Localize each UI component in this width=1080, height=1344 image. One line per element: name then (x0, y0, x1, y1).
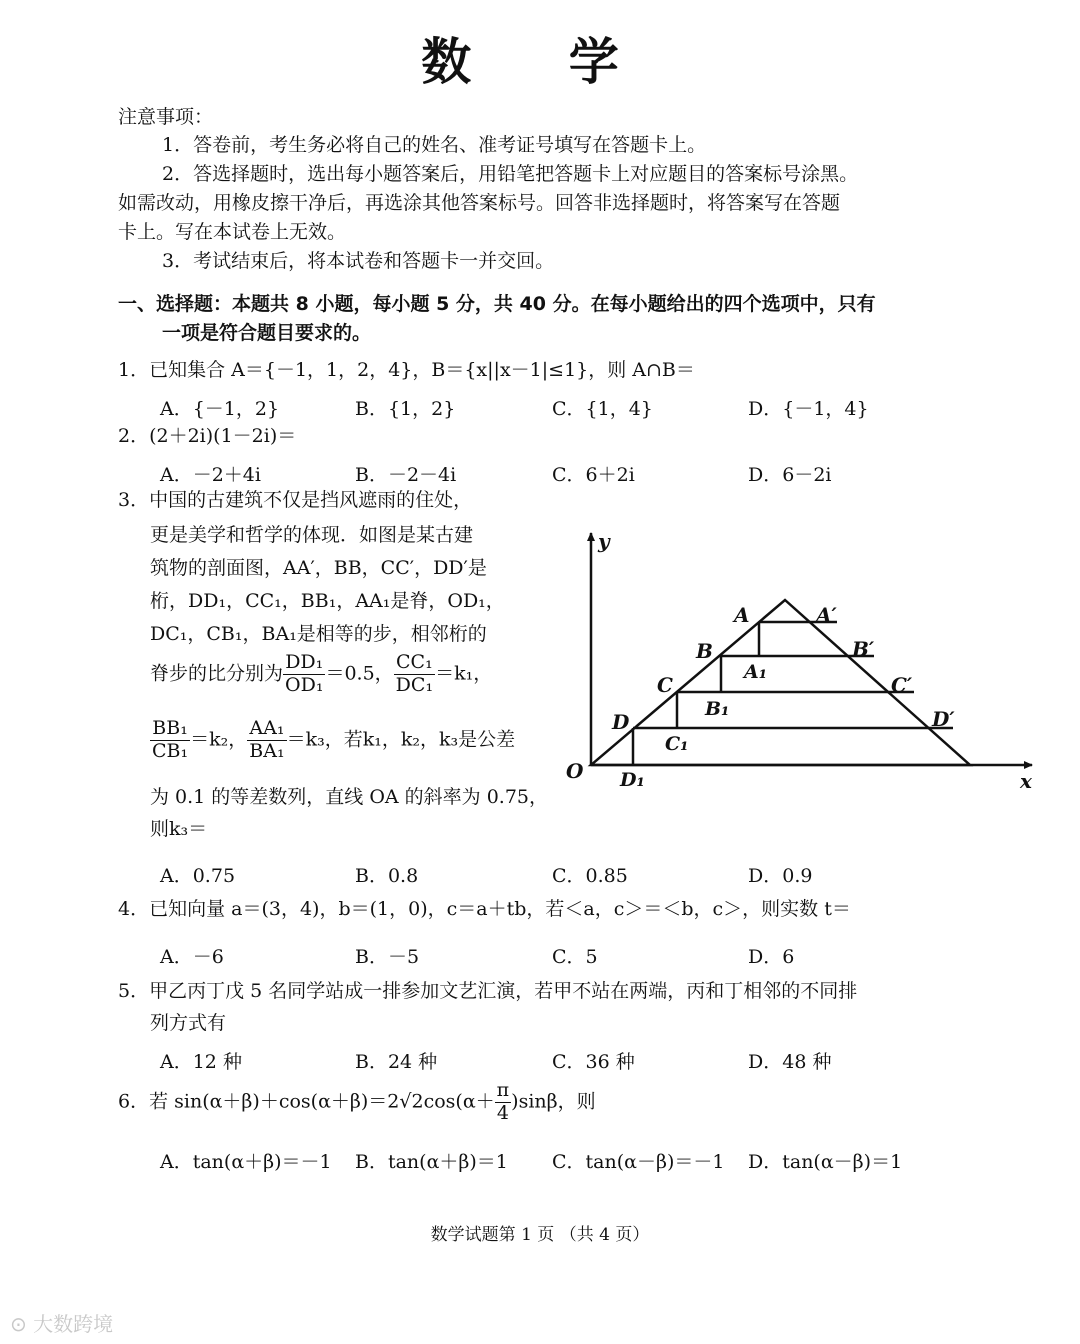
question-6-option-a: A．tan(α＋β)＝－1 (160, 1151, 332, 1173)
question-3-option-b: B．0.8 (355, 865, 419, 887)
question-1-option-a: A．{－1，2} (160, 398, 280, 420)
point-a-prime-label: A′ (816, 603, 837, 627)
fraction-denominator: CB₁ (152, 739, 189, 762)
question-3-line-5: DC₁，CB₁，BA₁是相等的步，相邻桁的 (150, 623, 487, 645)
question-5-option-a: A．12 种 (160, 1051, 242, 1073)
question-5-line-1: 5．甲乙丙丁戊 5 名同学站成一排参加文艺汇演，若甲不站在两端，丙和丁相邻的不同排 (118, 980, 858, 1002)
question-3-line-6-prefix: 脊步的比分别为 (150, 662, 284, 685)
question-4-option-c: C．5 (552, 946, 598, 968)
question-6-option-d: D．tan(α－β)＝1 (748, 1151, 903, 1173)
ratio-aa1-ba1 (247, 718, 286, 763)
question-3-line-3: 筑物的剖面图，AA′，BB，CC′，DD′是 (150, 557, 487, 579)
point-b1-label: B₁ (705, 698, 730, 720)
fraction-denominator: OD₁ (285, 673, 324, 696)
question-3-line-7 (150, 718, 515, 763)
question-4-option-a: A．－6 (160, 946, 224, 968)
notice-item-1: 1．答卷前，考生务必将自己的姓名、准考证号填写在答题卡上。 (162, 134, 707, 156)
x-axis-label: x (1020, 769, 1032, 793)
notice-heading: 注意事项： (118, 106, 214, 128)
section-heading-line-1: 一、选择题：本题共 8 小题，每小题 5 分，共 40 分。在每小题给出的四个选项中，只有 (118, 293, 876, 315)
question-3-option-a: A．0.75 (160, 865, 236, 887)
question-4-stem: 4．已知向量 a＝(3，4)，b＝(1，0)，c＝a＋tb，若＜a，c＞＝＜b，c＞，则实数 t＝ (118, 898, 851, 920)
fraction-denominator: DC₁ (395, 673, 434, 696)
point-c1-label: C₁ (665, 733, 689, 755)
question-4-option-b: B．－5 (355, 946, 420, 968)
question-3-line-6-mid: ＝0.5， (325, 662, 394, 685)
fraction-numerator: BB₁ (150, 718, 190, 741)
question-3-line-1: 3．中国的古建筑不仅是挡风遮雨的住处， (118, 489, 473, 511)
watermark-logo-icon: ⊙ (10, 1312, 27, 1336)
point-d1-label: D₁ (620, 769, 645, 791)
question-5-line-2: 列方式有 (150, 1012, 227, 1034)
question-2-option-b: B．－2－4i (355, 464, 457, 486)
fraction-numerator: AA₁ (247, 718, 286, 741)
fraction-numerator: π (496, 1079, 510, 1101)
question-6-stem-suffix: )sinβ，则 (511, 1090, 596, 1113)
question-3-line-8: 为 0.1 的等差数列，直线 OA 的斜率为 0.75， (150, 786, 549, 808)
question-6-option-c: C．tan(α－β)＝－1 (552, 1151, 725, 1173)
point-a1-label: A₁ (744, 661, 768, 683)
watermark (10, 1308, 113, 1337)
question-3-line-2: 更是美学和哲学的体现．如图是某古建 (150, 524, 474, 546)
question-5-option-c: C．36 种 (552, 1051, 635, 1073)
question-6-stem (118, 1080, 596, 1125)
question-1-option-d: D．{－1，4} (748, 398, 869, 420)
question-1-stem: 1．已知集合 A＝{－1，1，2，4}，B＝{x||x－1|≤1}，则 A∩B＝ (118, 359, 695, 381)
watermark-text: 大数跨境 (33, 1312, 114, 1336)
question-3-option-d: D．0.9 (748, 865, 813, 887)
question-3-line-7-b: ＝k₃，若k₁，k₂，k₃是公差 (286, 728, 516, 751)
fraction-denominator: BA₁ (249, 739, 285, 762)
notice-item-2-line-1: 2．答选择题时，选出每小题答案后，用铅笔把答题卡上对应题目的答案标号涂黑。 (162, 163, 859, 185)
point-c-label: C (657, 673, 673, 697)
question-6-option-b: B．tan(α＋β)＝1 (355, 1151, 508, 1173)
y-axis-label: y (598, 529, 610, 553)
question-6-stem-prefix: 6．若 sin(α＋β)＋cos(α＋β)＝2√2cos(α＋ (118, 1090, 495, 1113)
roof-outline (591, 600, 970, 765)
section-heading-line-2: 一项是符合题目要求的。 (162, 322, 372, 344)
point-c-prime-label: C′ (891, 673, 913, 697)
point-d-label: D (612, 710, 630, 734)
point-a-label: A (734, 603, 750, 627)
question-5-option-d: D．48 种 (748, 1051, 832, 1073)
point-b-prime-label: B′ (852, 637, 875, 661)
point-b-label: B (696, 639, 713, 663)
question-5-option-b: B．24 种 (355, 1051, 438, 1073)
question-3-line-6-end: ＝k₁， (435, 662, 493, 685)
question-2-stem: 2．(2＋2i)(1－2i)＝ (118, 425, 297, 447)
question-2-option-d: D．6－2i (748, 464, 832, 486)
question-3-line-7-a: ＝k₂， (190, 728, 248, 751)
question-1-option-c: C．{1，4} (552, 398, 653, 420)
notice-item-2-line-3: 卡上。写在本试卷上无效。 (118, 221, 347, 243)
question-2-option-a: A．－2＋4i (160, 464, 261, 486)
question-4-option-d: D．6 (748, 946, 795, 968)
page-title: 数 学 (421, 33, 659, 91)
ratio-bb1-cb1 (150, 718, 190, 763)
question-1-option-b: B．{1，2} (355, 398, 456, 420)
building-cross-section-figure (560, 520, 1060, 810)
question-3-option-c: C．0.85 (552, 865, 628, 887)
question-2-option-c: C．6＋2i (552, 464, 635, 486)
question-3-line-4: 桁，DD₁，CC₁，BB₁，AA₁是脊，OD₁， (150, 590, 505, 612)
notice-item-2-line-2: 如需改动，用橡皮擦干净后，再选涂其他答案标号。回答非选择题时，将答案写在答题 (118, 192, 841, 214)
notice-item-3: 3．考试结束后，将本试卷和答题卡一并交回。 (162, 250, 555, 272)
fraction-numerator: DD₁ (283, 652, 325, 675)
question-3-line-6 (150, 652, 492, 697)
page-footer: 数学试题第 1 页 （共 4 页） (430, 1225, 650, 1245)
fraction-pi-over-4 (495, 1080, 512, 1125)
fraction-numerator: CC₁ (394, 652, 435, 675)
question-3-line-9: 则k₃＝ (150, 818, 208, 840)
ratio-cc1-dc1 (394, 652, 435, 697)
fraction-denominator: 4 (496, 1101, 509, 1124)
origin-label: O (566, 759, 584, 783)
ratio-dd1-od1 (283, 652, 325, 697)
point-d-prime-label: D′ (932, 707, 955, 731)
